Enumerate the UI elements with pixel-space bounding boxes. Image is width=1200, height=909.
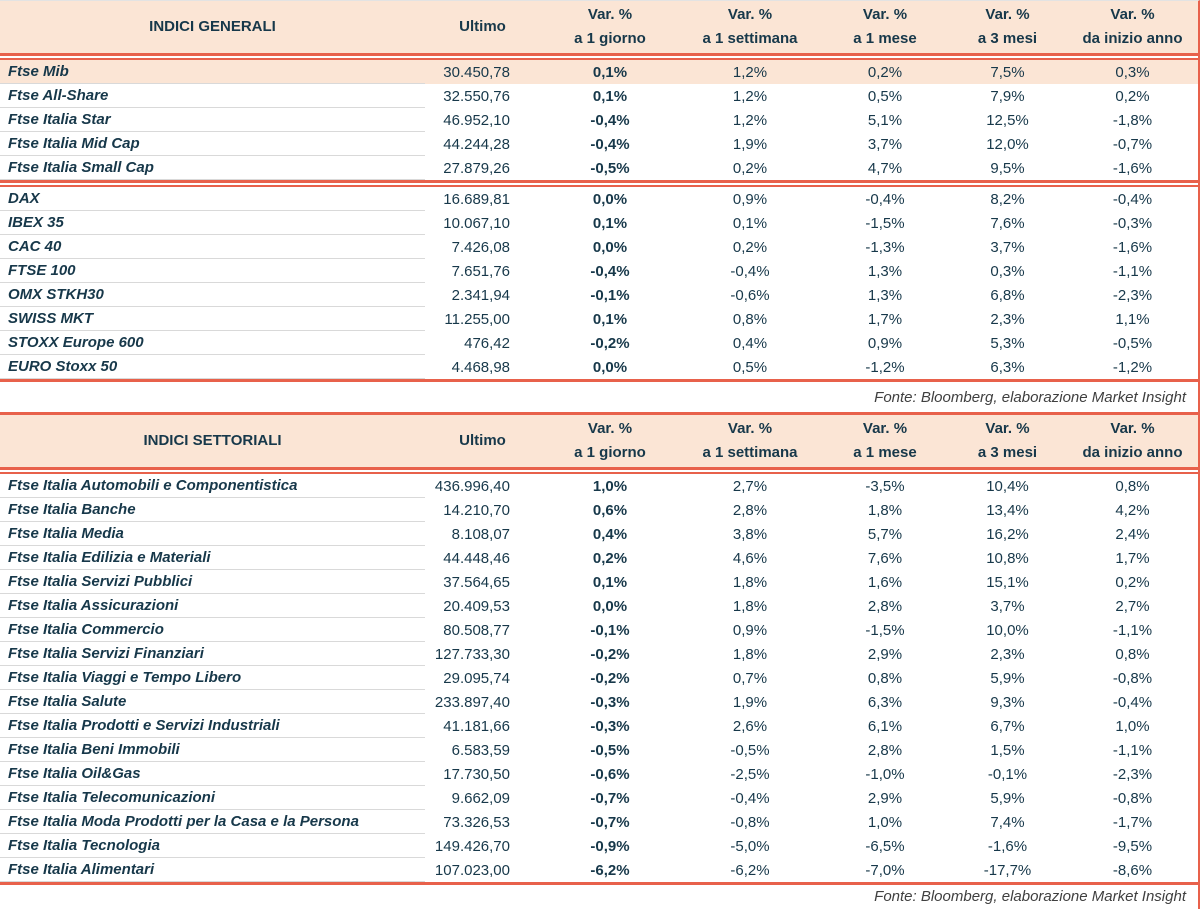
var-1-mese-value: 2,9% bbox=[867, 645, 903, 663]
index-name: Ftse Italia Assicurazioni bbox=[0, 594, 425, 618]
index-name: Ftse Italia Oil&Gas bbox=[0, 762, 425, 786]
table-row bbox=[0, 618, 1198, 642]
ultimo-value: 7.426,08 bbox=[451, 238, 510, 256]
var-1-giorno-value: -0,5% bbox=[590, 741, 630, 759]
column-header-var-1-mese bbox=[820, 7, 950, 47]
var-1-mese-value: -1,5% bbox=[865, 214, 905, 232]
var-3-mesi-value: 5,9% bbox=[990, 669, 1025, 687]
var-1-mese-value: 1,3% bbox=[867, 262, 903, 280]
ultimo-value: 44.448,46 bbox=[443, 549, 510, 567]
var-1-settimana-value: 1,8% bbox=[732, 597, 768, 615]
index-name: Ftse Italia Small Cap bbox=[0, 156, 425, 180]
var-1-settimana-value: -5,0% bbox=[730, 837, 770, 855]
var-1-settimana-value: 3,8% bbox=[732, 525, 768, 543]
table-row bbox=[0, 355, 1198, 379]
period-label: a 3 mesi bbox=[977, 29, 1038, 47]
table-row bbox=[0, 858, 1198, 882]
table-row bbox=[0, 714, 1198, 738]
ultimo-value: 107.023,00 bbox=[434, 861, 510, 879]
table-row bbox=[0, 156, 1198, 180]
column-header-var-3-mesi bbox=[950, 421, 1065, 461]
index-name: Ftse Italia Commercio bbox=[0, 618, 425, 642]
ultimo-value: 73.326,53 bbox=[443, 813, 510, 831]
ultimo-value: 44.244,28 bbox=[443, 135, 510, 153]
var-3-mesi-value: 16,2% bbox=[986, 525, 1029, 543]
ultimo-value: 8.108,07 bbox=[451, 525, 510, 543]
var-inizio-anno-value: -2,3% bbox=[1112, 765, 1153, 783]
var-1-mese-value: -6,5% bbox=[865, 837, 905, 855]
var-3-mesi-value: 15,1% bbox=[986, 573, 1029, 591]
table-row bbox=[0, 690, 1198, 714]
ultimo-value: 32.550,76 bbox=[443, 87, 510, 105]
ultimo-value: 233.897,40 bbox=[434, 693, 510, 711]
var-1-mese-value: 1,0% bbox=[867, 813, 903, 831]
index-name: Ftse Italia Prodotti e Servizi Industriali bbox=[0, 714, 425, 738]
ultimo-value: 17.730,50 bbox=[443, 765, 510, 783]
table-row bbox=[0, 498, 1198, 522]
var-inizio-anno-value: 1,0% bbox=[1115, 717, 1150, 735]
var-3-mesi-value: 1,5% bbox=[990, 741, 1025, 759]
ultimo-value: 476,42 bbox=[464, 334, 510, 352]
table-row bbox=[0, 108, 1198, 132]
ultimo-value: 149.426,70 bbox=[434, 837, 510, 855]
ultimo-value: 27.879,26 bbox=[443, 159, 510, 177]
var-1-settimana-value: 0,7% bbox=[732, 669, 768, 687]
table-indici-generali bbox=[0, 1, 1198, 382]
var-3-mesi-value: 10,4% bbox=[986, 477, 1029, 495]
var-inizio-anno-value: -9,5% bbox=[1112, 837, 1153, 855]
table-row bbox=[0, 283, 1198, 307]
column-header-var-1-giorno bbox=[540, 7, 680, 47]
var-3-mesi-value: 2,3% bbox=[990, 310, 1025, 328]
table-header bbox=[0, 415, 1198, 467]
var-1-settimana-value: 0,2% bbox=[732, 159, 768, 177]
var-3-mesi-value: 2,3% bbox=[990, 645, 1025, 663]
table-row bbox=[0, 786, 1198, 810]
var-1-mese-value: 5,1% bbox=[867, 111, 903, 129]
var-1-giorno-value: -6,2% bbox=[590, 861, 630, 879]
table-header bbox=[0, 1, 1198, 53]
index-name: Ftse Italia Moda Prodotti per la Casa e la Persona bbox=[0, 810, 425, 834]
var-inizio-anno-value: -0,4% bbox=[1112, 190, 1153, 208]
var-label: Var. % bbox=[862, 6, 908, 23]
table-row bbox=[0, 331, 1198, 355]
var-1-settimana-value: 0,9% bbox=[732, 190, 768, 208]
column-header-var-1-settimana bbox=[680, 7, 820, 47]
period-label: a 1 giorno bbox=[574, 29, 646, 47]
var-1-settimana-value: 0,5% bbox=[732, 358, 768, 376]
index-name: FTSE 100 bbox=[0, 259, 425, 283]
var-1-settimana-value: 1,2% bbox=[732, 87, 768, 105]
index-name: Ftse All-Share bbox=[0, 84, 425, 108]
column-header-ultimo: Ultimo bbox=[459, 17, 506, 35]
var-inizio-anno-value: -1,1% bbox=[1112, 741, 1153, 759]
var-1-giorno-value: -0,2% bbox=[590, 334, 630, 352]
var-inizio-anno-value: 2,4% bbox=[1115, 525, 1150, 543]
var-1-giorno-value: 0,0% bbox=[592, 190, 628, 208]
group-italian-indices bbox=[0, 60, 1198, 180]
period-label: da inizio anno bbox=[1082, 443, 1183, 461]
var-1-giorno-value: -0,4% bbox=[590, 262, 630, 280]
var-1-giorno-value: -0,2% bbox=[590, 669, 630, 687]
var-1-mese-value: 2,9% bbox=[867, 789, 903, 807]
table-row bbox=[0, 810, 1198, 834]
var-1-giorno-value: 0,1% bbox=[592, 214, 628, 232]
table-row bbox=[0, 642, 1198, 666]
var-1-mese-value: 6,3% bbox=[867, 693, 903, 711]
ultimo-value: 20.409,53 bbox=[443, 597, 510, 615]
var-inizio-anno-value: 4,2% bbox=[1115, 501, 1150, 519]
ultimo-value: 127.733,30 bbox=[434, 645, 510, 663]
var-1-settimana-value: -0,4% bbox=[730, 262, 770, 280]
var-inizio-anno-value: -0,8% bbox=[1112, 789, 1153, 807]
index-name: Ftse Italia Beni Immobili bbox=[0, 738, 425, 762]
var-1-giorno-value: -0,4% bbox=[590, 111, 630, 129]
index-name: Ftse Italia Edilizia e Materiali bbox=[0, 546, 425, 570]
ultimo-value: 4.468,98 bbox=[451, 358, 510, 376]
var-1-mese-value: 4,7% bbox=[867, 159, 903, 177]
var-1-settimana-value: 0,9% bbox=[732, 621, 768, 639]
ultimo-value: 7.651,76 bbox=[451, 262, 510, 280]
var-inizio-anno-value: -1,7% bbox=[1112, 813, 1153, 831]
var-1-mese-value: 7,6% bbox=[867, 549, 903, 567]
index-name: DAX bbox=[0, 187, 425, 211]
period-label: a 3 mesi bbox=[977, 443, 1038, 461]
table-row bbox=[0, 132, 1198, 156]
var-1-settimana-value: 1,8% bbox=[732, 645, 768, 663]
index-name: Ftse Italia Viaggi e Tempo Libero bbox=[0, 666, 425, 690]
var-3-mesi-value: 12,5% bbox=[986, 111, 1029, 129]
var-inizio-anno-value: -1,1% bbox=[1112, 621, 1153, 639]
table-title: INDICI GENERALI bbox=[149, 17, 276, 35]
table-row bbox=[0, 570, 1198, 594]
ultimo-value: 30.450,78 bbox=[443, 63, 510, 81]
table-row bbox=[0, 307, 1198, 331]
column-header-var-1-mese bbox=[820, 421, 950, 461]
var-1-giorno-value: 0,0% bbox=[592, 358, 628, 376]
var-1-settimana-value: 0,2% bbox=[732, 238, 768, 256]
var-inizio-anno-value: -0,3% bbox=[1112, 214, 1153, 232]
var-1-giorno-value: 0,0% bbox=[592, 597, 628, 615]
var-3-mesi-value: 9,3% bbox=[990, 693, 1025, 711]
var-1-giorno-value: 0,6% bbox=[592, 501, 628, 519]
var-1-mese-value: -1,2% bbox=[865, 358, 905, 376]
period-label: a 1 settimana bbox=[702, 29, 798, 47]
index-name: Ftse Italia Salute bbox=[0, 690, 425, 714]
index-name: Ftse Italia Media bbox=[0, 522, 425, 546]
var-1-settimana-value: 2,8% bbox=[732, 501, 768, 519]
group-divider bbox=[0, 180, 1198, 187]
var-inizio-anno-value: 0,3% bbox=[1115, 63, 1150, 81]
var-1-mese-value: 1,8% bbox=[867, 501, 903, 519]
var-1-settimana-value: -0,5% bbox=[730, 741, 770, 759]
index-name: Ftse Italia Automobili e Componentistica bbox=[0, 474, 425, 498]
var-3-mesi-value: 5,9% bbox=[990, 789, 1025, 807]
var-label: Var. % bbox=[1110, 420, 1155, 437]
var-inizio-anno-value: -1,1% bbox=[1112, 262, 1153, 280]
table-row bbox=[0, 60, 1198, 84]
var-3-mesi-value: 9,5% bbox=[990, 159, 1025, 177]
var-inizio-anno-value: -1,6% bbox=[1112, 238, 1153, 256]
var-1-settimana-value: 1,9% bbox=[732, 135, 768, 153]
index-name: Ftse Italia Telecomunicazioni bbox=[0, 786, 425, 810]
var-inizio-anno-value: -0,7% bbox=[1112, 135, 1153, 153]
var-3-mesi-value: 6,3% bbox=[990, 358, 1025, 376]
var-1-settimana-value: -0,6% bbox=[730, 286, 770, 304]
var-1-giorno-value: -0,5% bbox=[590, 159, 630, 177]
var-1-settimana-value: 2,6% bbox=[732, 717, 768, 735]
var-1-settimana-value: -6,2% bbox=[730, 861, 770, 879]
index-name: STOXX Europe 600 bbox=[0, 331, 425, 355]
var-1-giorno-value: 0,1% bbox=[592, 573, 628, 591]
var-3-mesi-value: 7,6% bbox=[990, 214, 1025, 232]
var-3-mesi-value: 8,2% bbox=[990, 190, 1025, 208]
var-inizio-anno-value: -2,3% bbox=[1112, 286, 1153, 304]
var-3-mesi-value: 3,7% bbox=[990, 238, 1025, 256]
var-1-mese-value: 2,8% bbox=[867, 597, 903, 615]
var-1-giorno-value: 0,1% bbox=[592, 63, 628, 81]
var-inizio-anno-value: -8,6% bbox=[1112, 861, 1153, 879]
var-1-settimana-value: -2,5% bbox=[730, 765, 770, 783]
var-1-giorno-value: -0,2% bbox=[590, 645, 630, 663]
ultimo-value: 11.255,00 bbox=[444, 310, 510, 328]
var-1-giorno-value: -0,3% bbox=[590, 717, 630, 735]
group-sector-indices bbox=[0, 474, 1198, 882]
var-inizio-anno-value: -0,4% bbox=[1112, 693, 1153, 711]
var-1-settimana-value: 1,2% bbox=[732, 111, 768, 129]
var-1-mese-value: -1,5% bbox=[865, 621, 905, 639]
var-label: Var. % bbox=[985, 6, 1030, 23]
table-indici-settoriali bbox=[0, 412, 1198, 885]
index-name: OMX STKH30 bbox=[0, 283, 425, 307]
ultimo-value: 436.996,40 bbox=[434, 477, 510, 495]
var-1-giorno-value: -0,6% bbox=[590, 765, 630, 783]
var-inizio-anno-value: 0,2% bbox=[1115, 87, 1150, 105]
var-1-mese-value: 0,8% bbox=[867, 669, 903, 687]
var-3-mesi-value: 13,4% bbox=[986, 501, 1029, 519]
index-name: EURO Stoxx 50 bbox=[0, 355, 425, 379]
var-label: Var. % bbox=[727, 6, 773, 23]
var-1-settimana-value: 0,4% bbox=[732, 334, 768, 352]
var-3-mesi-value: -17,7% bbox=[983, 861, 1032, 879]
var-3-mesi-value: -1,6% bbox=[987, 837, 1028, 855]
var-inizio-anno-value: 1,7% bbox=[1115, 549, 1150, 567]
table-row bbox=[0, 834, 1198, 858]
column-header-var-inizio-anno bbox=[1065, 7, 1200, 47]
index-name: Ftse Italia Servizi Pubblici bbox=[0, 570, 425, 594]
var-1-giorno-value: -0,3% bbox=[590, 693, 630, 711]
group-international-indices bbox=[0, 187, 1198, 379]
var-inizio-anno-value: -0,5% bbox=[1112, 334, 1153, 352]
var-1-settimana-value: 2,7% bbox=[732, 477, 768, 495]
var-1-mese-value: 5,7% bbox=[867, 525, 903, 543]
var-3-mesi-value: 6,8% bbox=[990, 286, 1025, 304]
var-1-mese-value: 6,1% bbox=[867, 717, 903, 735]
var-1-giorno-value: 0,0% bbox=[592, 238, 628, 256]
var-inizio-anno-value: -1,8% bbox=[1112, 111, 1153, 129]
ultimo-value: 29.095,74 bbox=[443, 669, 510, 687]
var-inizio-anno-value: 0,8% bbox=[1115, 645, 1150, 663]
var-1-mese-value: -3,5% bbox=[865, 477, 905, 495]
ultimo-value: 2.341,94 bbox=[451, 286, 510, 304]
index-name: IBEX 35 bbox=[0, 211, 425, 235]
var-1-settimana-value: -0,8% bbox=[730, 813, 770, 831]
ultimo-value: 6.583,59 bbox=[451, 741, 510, 759]
var-inizio-anno-value: 2,7% bbox=[1115, 597, 1150, 615]
var-1-giorno-value: 0,1% bbox=[592, 87, 628, 105]
ultimo-value: 14.210,70 bbox=[443, 501, 510, 519]
var-3-mesi-value: 5,3% bbox=[990, 334, 1025, 352]
var-1-mese-value: -1,3% bbox=[865, 238, 905, 256]
period-label: a 1 mese bbox=[853, 443, 917, 461]
var-1-giorno-value: 0,1% bbox=[592, 310, 628, 328]
var-1-settimana-value: 0,1% bbox=[732, 214, 768, 232]
var-1-giorno-value: -0,9% bbox=[590, 837, 630, 855]
var-1-mese-value: -1,0% bbox=[865, 765, 905, 783]
var-1-settimana-value: -0,4% bbox=[730, 789, 770, 807]
var-inizio-anno-value: -1,6% bbox=[1112, 159, 1153, 177]
var-1-mese-value: 2,8% bbox=[867, 741, 903, 759]
index-name: Ftse Italia Alimentari bbox=[0, 858, 425, 882]
source-note: Fonte: Bloomberg, elaborazione Market Insight bbox=[0, 382, 1198, 412]
table-row bbox=[0, 546, 1198, 570]
var-label: Var. % bbox=[985, 420, 1030, 437]
var-inizio-anno-value: 0,2% bbox=[1115, 573, 1150, 591]
period-label: a 1 mese bbox=[853, 29, 917, 47]
period-label: a 1 giorno bbox=[574, 443, 646, 461]
table-title: INDICI SETTORIALI bbox=[143, 431, 282, 449]
ultimo-value: 16.689,81 bbox=[443, 190, 510, 208]
var-1-giorno-value: 1,0% bbox=[592, 477, 628, 495]
column-header-var-1-giorno bbox=[540, 421, 680, 461]
header-divider bbox=[0, 53, 1198, 60]
var-label: Var. % bbox=[587, 6, 633, 23]
index-name: Ftse Italia Star bbox=[0, 108, 425, 132]
table-row bbox=[0, 235, 1198, 259]
var-inizio-anno-value: -0,8% bbox=[1112, 669, 1153, 687]
ultimo-value: 80.508,77 bbox=[443, 621, 510, 639]
ultimo-value: 41.181,66 bbox=[443, 717, 510, 735]
var-3-mesi-value: 6,7% bbox=[990, 717, 1025, 735]
column-header-var-inizio-anno bbox=[1065, 421, 1200, 461]
var-3-mesi-value: 10,0% bbox=[986, 621, 1029, 639]
var-1-giorno-value: 0,4% bbox=[592, 525, 628, 543]
column-header-ultimo: Ultimo bbox=[459, 431, 506, 449]
var-1-mese-value: 1,3% bbox=[867, 286, 903, 304]
index-name: Ftse Italia Mid Cap bbox=[0, 132, 425, 156]
ultimo-value: 37.564,65 bbox=[443, 573, 510, 591]
var-1-settimana-value: 1,9% bbox=[732, 693, 768, 711]
var-inizio-anno-value: 0,8% bbox=[1115, 477, 1150, 495]
var-inizio-anno-value: -1,2% bbox=[1112, 358, 1153, 376]
var-3-mesi-value: 12,0% bbox=[986, 135, 1029, 153]
var-label: Var. % bbox=[727, 420, 773, 437]
var-3-mesi-value: -0,1% bbox=[987, 765, 1028, 783]
var-1-giorno-value: -0,4% bbox=[590, 135, 630, 153]
var-1-giorno-value: -0,1% bbox=[590, 621, 630, 639]
var-1-settimana-value: 0,8% bbox=[732, 310, 768, 328]
source-note: Fonte: Bloomberg, elaborazione Market Insight bbox=[0, 885, 1198, 909]
ultimo-value: 10.067,10 bbox=[443, 214, 510, 232]
var-3-mesi-value: 7,5% bbox=[990, 63, 1025, 81]
table-row bbox=[0, 666, 1198, 690]
column-header-var-3-mesi bbox=[950, 7, 1065, 47]
index-name: Ftse Italia Tecnologia bbox=[0, 834, 425, 858]
table-row bbox=[0, 211, 1198, 235]
var-3-mesi-value: 10,8% bbox=[986, 549, 1029, 567]
var-1-mese-value: 0,5% bbox=[867, 87, 903, 105]
var-3-mesi-value: 7,4% bbox=[990, 813, 1025, 831]
column-header-var-1-settimana bbox=[680, 421, 820, 461]
var-1-mese-value: 1,7% bbox=[867, 310, 903, 328]
index-name: Ftse Italia Servizi Finanziari bbox=[0, 642, 425, 666]
var-1-giorno-value: -0,1% bbox=[590, 286, 630, 304]
var-1-mese-value: 0,2% bbox=[867, 63, 903, 81]
var-1-mese-value: 0,9% bbox=[867, 334, 903, 352]
var-1-giorno-value: -0,7% bbox=[590, 813, 630, 831]
var-label: Var. % bbox=[862, 420, 908, 437]
index-name: SWISS MKT bbox=[0, 307, 425, 331]
var-3-mesi-value: 3,7% bbox=[990, 597, 1025, 615]
var-inizio-anno-value: 1,1% bbox=[1115, 310, 1150, 328]
var-1-mese-value: -7,0% bbox=[865, 861, 905, 879]
header-divider bbox=[0, 467, 1198, 474]
var-1-giorno-value: -0,7% bbox=[590, 789, 630, 807]
var-1-giorno-value: 0,2% bbox=[592, 549, 628, 567]
index-name: Ftse Mib bbox=[0, 60, 425, 84]
var-label: Var. % bbox=[1110, 6, 1155, 23]
index-name: CAC 40 bbox=[0, 235, 425, 259]
var-1-settimana-value: 1,8% bbox=[732, 573, 768, 591]
table-row bbox=[0, 187, 1198, 211]
table-row bbox=[0, 522, 1198, 546]
var-label: Var. % bbox=[587, 420, 633, 437]
var-1-settimana-value: 4,6% bbox=[732, 549, 768, 567]
period-label: a 1 settimana bbox=[702, 443, 798, 461]
table-row bbox=[0, 762, 1198, 786]
table-row bbox=[0, 474, 1198, 498]
table-row bbox=[0, 594, 1198, 618]
var-3-mesi-value: 0,3% bbox=[990, 262, 1025, 280]
table-row bbox=[0, 259, 1198, 283]
var-1-mese-value: 1,6% bbox=[867, 573, 903, 591]
var-1-mese-value: -0,4% bbox=[865, 190, 905, 208]
var-1-settimana-value: 1,2% bbox=[732, 63, 768, 81]
table-row bbox=[0, 738, 1198, 762]
period-label: da inizio anno bbox=[1082, 29, 1183, 47]
ultimo-value: 9.662,09 bbox=[451, 789, 510, 807]
var-3-mesi-value: 7,9% bbox=[990, 87, 1025, 105]
var-1-mese-value: 3,7% bbox=[867, 135, 903, 153]
index-name: Ftse Italia Banche bbox=[0, 498, 425, 522]
table-row bbox=[0, 84, 1198, 108]
ultimo-value: 46.952,10 bbox=[443, 111, 510, 129]
